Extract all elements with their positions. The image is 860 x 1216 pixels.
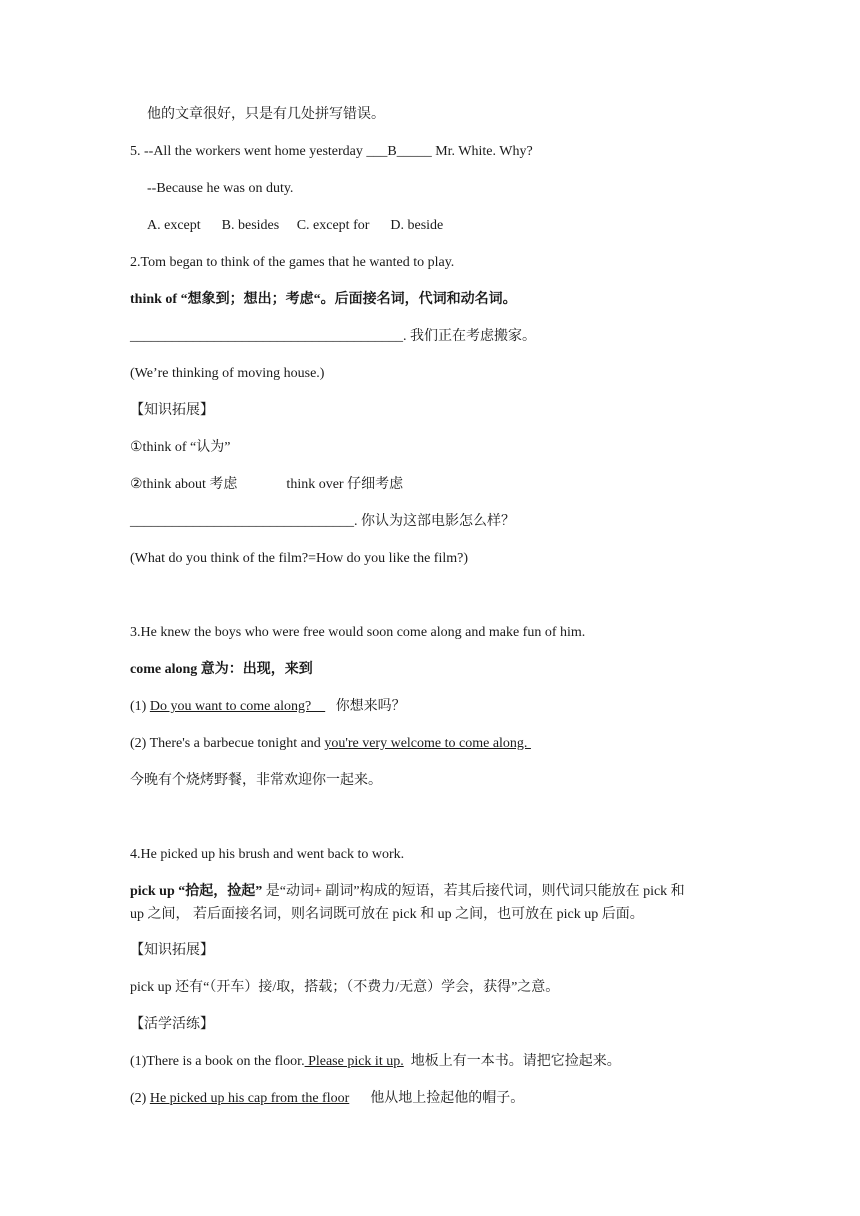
heading-line: 4.He picked up his brush and went back to work. xyxy=(130,847,405,862)
phrase-definition xyxy=(130,883,685,901)
heading-line: 2.Tom began to think of the games that he wanted to play. xyxy=(130,255,455,270)
example-text: (1)There is a book on the floor. xyxy=(130,1054,305,1069)
text-line: ②think about 考虑 think over 仔细考虑 xyxy=(130,477,404,492)
phrase-definition: think of “想象到；想出；考虑“。后面接名词，代词和动名词。 xyxy=(130,292,517,307)
example-line xyxy=(130,698,406,716)
section-label: 【知识拓展】 xyxy=(130,403,214,418)
example-line xyxy=(130,1090,524,1108)
fill-blank-line: ________________________________. 你认为这部电影怎么样？ xyxy=(130,514,515,529)
example-underlined: Please pick it up. xyxy=(304,1054,404,1069)
answer-line: (We’re thinking of moving house.) xyxy=(130,366,325,381)
example-underlined: He picked up his cap from the floor xyxy=(149,1091,350,1106)
translation-line: 今晚有个烧烤野餐，非常欢迎你一起来。 xyxy=(130,773,382,788)
example-line xyxy=(130,735,531,753)
text-line: --Because he was on duty. xyxy=(147,181,294,196)
section-label: 【活学活练】 xyxy=(130,1017,214,1032)
example-translation: 地板上有一本书。请把它捡起来。 xyxy=(403,1054,621,1069)
phrase-explanation: 是“动词+ 副词”构成的短语，若其后接代词，则代词只能放在 pick 和 xyxy=(265,884,685,899)
text-line: up 之间， 若后面接名词，则名词既可放在 pick 和 up 之间，也可放在 pick up 后面。 xyxy=(130,907,644,922)
phrase-bold: pick up “拾起，捡起” xyxy=(130,884,266,899)
example-underlined: Do you want to come along? xyxy=(149,699,326,714)
phrase-definition: come along 意为：出现，来到 xyxy=(130,662,313,677)
fill-blank-line: _______________________________________. 我们正在考虑搬家。 xyxy=(130,329,536,344)
text-line: ①think of “认为” xyxy=(130,440,231,455)
example-line xyxy=(130,1053,621,1071)
heading-line: 3.He knew the boys who were free would soon come along and make fun of him. xyxy=(130,625,586,640)
options-line: A. except B. besides C. except for D. beside xyxy=(147,218,444,233)
text-line: pick up 还有“（开车）接/取，搭载；（不费力/无意）学会，获得”之意。 xyxy=(130,980,560,995)
section-label: 【知识拓展】 xyxy=(130,943,214,958)
example-underlined: you're very welcome to come along. xyxy=(324,736,531,751)
text-line: 他的文章很好，只是有几处拼写错误。 xyxy=(147,107,385,122)
example-text: (2) There's a barbecue tonight and xyxy=(130,736,325,751)
example-number: (1) xyxy=(130,699,150,714)
answer-line: (What do you think of the film?=How do you like the film?) xyxy=(130,551,468,566)
question-line: 5. --All the workers went home yesterday ___B_____ Mr. White. Why? xyxy=(130,144,533,159)
example-number: (2) xyxy=(130,1091,150,1106)
example-translation: 你想来吗？ xyxy=(325,699,406,714)
example-translation: 他从地上捡起他的帽子。 xyxy=(349,1091,525,1106)
